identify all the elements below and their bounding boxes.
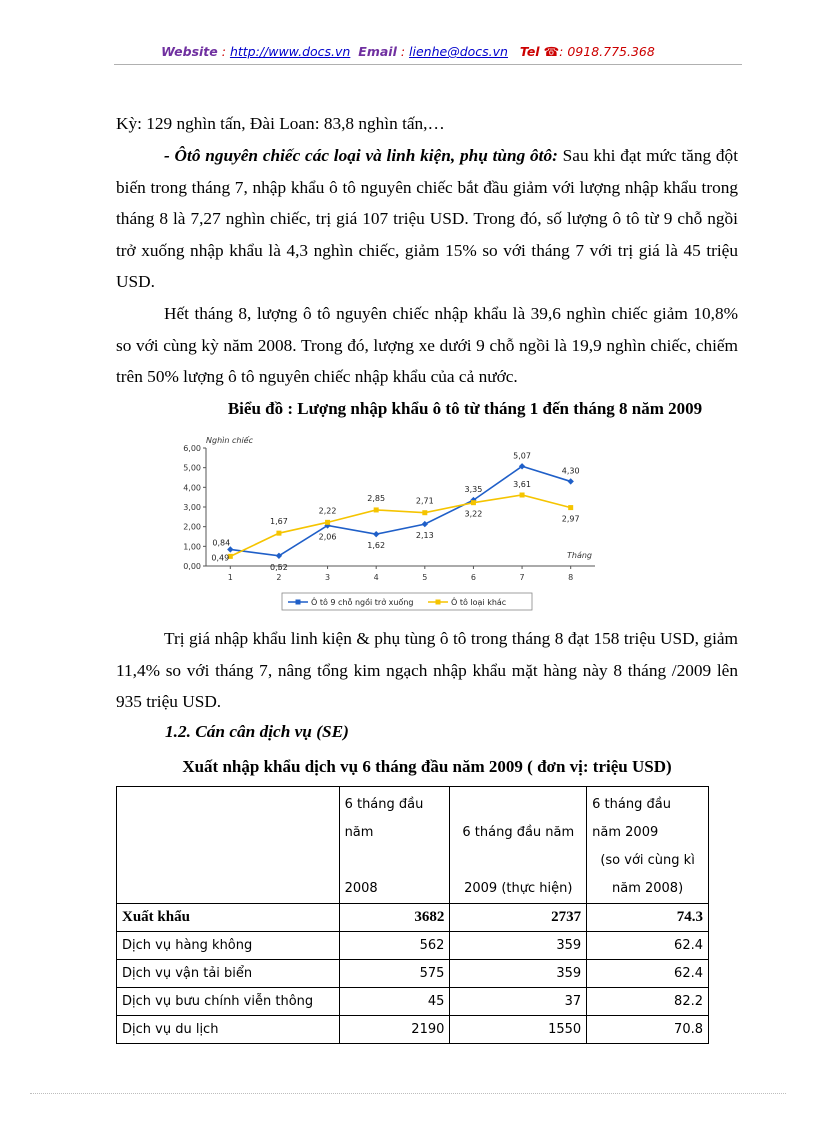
paragraph-4	[116, 623, 738, 718]
row-label: Dịch vụ bưu chính viễn thông	[117, 988, 340, 1016]
series-1-data-label: 5,07	[513, 451, 531, 461]
value-2008: 562	[339, 932, 450, 960]
table-row	[117, 932, 709, 960]
series-2-data-label: 3,61	[513, 480, 531, 490]
series-1-data-label: 4,30	[561, 466, 580, 476]
value-percent: 62.4	[587, 960, 709, 988]
tel-label: Tel	[519, 44, 540, 59]
import-line-chart	[170, 434, 620, 614]
series-2-point	[276, 531, 281, 536]
website-link[interactable]: http://www.docs.vn	[229, 44, 351, 59]
y-axis-label: Nghìn chiếc	[206, 436, 253, 445]
value-2008: 2190	[339, 1016, 450, 1044]
series-2-point	[422, 510, 427, 515]
header-cell-2009: 6 tháng đầu năm 2009 (thực hiện)	[450, 787, 587, 904]
y-tick-label: 1,00	[183, 542, 201, 552]
footer-divider	[30, 1093, 786, 1094]
paragraph-4-text: Trị giá nhập khẩu linh kiện & phụ tùng ô tô trong tháng 8 đạt 158 triệu USD, giảm 11,4% so với tháng 7, nâng tổng kim ngạch nhập khẩu mặt hàng này 8 tháng /2009 lên 935 triệu USD.	[116, 629, 738, 711]
legend-label-series-1: Ô tô 9 chỗ ngồi trở xuống	[311, 598, 414, 607]
section-title: 1.2. Cán cân dịch vụ (SE)	[165, 722, 349, 741]
value-2008: 3682	[339, 904, 450, 932]
value-2009: 1550	[450, 1016, 587, 1044]
series-2-data-label: 1,67	[270, 517, 288, 527]
header-cell-percent: 6 tháng đầu năm 2009 (so với cùng kì năm 2008)	[587, 787, 709, 904]
series-2-point	[568, 505, 573, 510]
row-label: Xuất khẩu	[117, 904, 340, 932]
website-label: Website	[161, 44, 218, 59]
value-percent: 74.3	[587, 904, 709, 932]
phone-number: 0918.775.368	[567, 44, 655, 59]
series-1-data-label: 0,52	[270, 562, 288, 572]
chart-heading: Biểu đồ : Lượng nhập khẩu ô tô từ tháng 1 đến tháng 8 năm 2009	[227, 399, 703, 418]
value-2009: 359	[450, 960, 587, 988]
paragraph-2-body: Sau khi đạt mức tăng đột biến trong tháng 7, nhập khẩu ô tô nguyên chiếc bắt đầu giảm với lượng nhập khẩu trong tháng 8 là 7,27 nghìn chiếc, trị giá 107 triệu USD. Trong đó, số lượng ô tô từ 9 chỗ ngồi trở xuống nhập khẩu là 4,3 nghìn chiếc, giảm 15% so với tháng 7 với trị giá là 45 triệu USD.	[116, 146, 738, 291]
table-title: Xuất nhập khẩu dịch vụ 6 tháng đầu năm 2009 ( đơn vị: triệu USD)	[182, 757, 672, 776]
legend-label-series-2: Ô tô loại khác	[451, 598, 507, 607]
paragraph-2	[116, 140, 738, 298]
y-tick-label: 4,00	[183, 483, 201, 493]
x-tick-label: 4	[373, 573, 379, 582]
services-table	[116, 786, 709, 1044]
series-2-point	[325, 520, 330, 525]
series-2-point	[374, 507, 379, 512]
value-2009: 37	[450, 988, 587, 1016]
paragraph-2-lead: - Ôtô nguyên chiếc các loại và linh kiện, phụ tùng ôtô:	[164, 146, 558, 165]
x-tick-label: 5	[422, 573, 428, 582]
legend-marker-series-1	[296, 600, 301, 605]
value-2008: 575	[339, 960, 450, 988]
series-1-data-label: 3,35	[464, 485, 483, 495]
row-label: Dịch vụ du lịch	[117, 1016, 340, 1044]
series-2-data-label: 0,49	[211, 553, 230, 563]
y-tick-label: 5,00	[183, 463, 201, 473]
series-1-point	[567, 478, 573, 484]
legend-marker-series-2	[436, 600, 441, 605]
x-axis-label: Tháng	[567, 551, 593, 560]
page-header: Website : http://www.docs.vn Email : lienhe@docs.vn Tel ☎: 0918.775.368	[161, 44, 655, 59]
series-1-data-label: 2,13	[415, 531, 434, 541]
y-tick-label: 0,00	[183, 562, 201, 571]
paragraph-3	[116, 298, 738, 393]
series-1-point	[373, 531, 379, 537]
x-tick-label: 8	[568, 573, 574, 582]
value-2009: 2737	[450, 904, 587, 932]
row-label: Dịch vụ hàng không	[117, 932, 340, 960]
y-tick-label: 3,00	[183, 503, 201, 512]
y-tick-label: 6,00	[183, 444, 201, 453]
series-2-data-label: 3,22	[464, 509, 483, 519]
header-cell-2008: 6 tháng đầu năm 2008	[339, 787, 450, 904]
series-1-point	[422, 521, 428, 527]
paragraph-3-text: Hết tháng 8, lượng ô tô nguyên chiếc nhập khẩu là 39,6 nghìn chiếc giảm 10,8% so với cùng kỳ năm 2008. Trong đó, lượng xe dưới 9 chỗ ngồi là 19,9 nghìn chiếc, chiếm trên 50% lượng ô tô nguyên chiếc nhập khẩu của cả nước.	[116, 304, 738, 386]
series-1-data-label: 0,84	[212, 538, 231, 548]
value-percent: 62.4	[587, 932, 709, 960]
header-divider	[114, 64, 742, 65]
x-tick-label: 3	[325, 573, 331, 582]
y-tick-label: 2,00	[183, 522, 201, 532]
series-2-point	[520, 493, 525, 498]
paragraph-1: Kỳ: 129 nghìn tấn, Đài Loan: 83,8 nghìn tấn,…	[116, 114, 445, 133]
series-2-data-label: 2,71	[415, 496, 434, 506]
email-label: Email	[358, 44, 397, 59]
series-2-data-label: 2,97	[561, 514, 580, 524]
value-percent: 82.2	[587, 988, 709, 1016]
series-1-data-label: 1,62	[367, 541, 386, 551]
series-2-data-label: 2,22	[318, 506, 337, 516]
x-tick-label: 7	[519, 573, 525, 582]
series-2-point	[471, 500, 476, 505]
table-header-row	[117, 787, 709, 904]
x-tick-label: 6	[470, 573, 476, 582]
value-2009: 359	[450, 932, 587, 960]
table-row	[117, 1016, 709, 1044]
phone-icon: ☎	[543, 44, 560, 59]
series-2-data-label: 2,85	[367, 493, 386, 503]
x-tick-label: 2	[276, 573, 282, 582]
x-tick-label: 1	[227, 573, 233, 582]
value-percent: 70.8	[587, 1016, 709, 1044]
email-link[interactable]: lienhe@docs.vn	[409, 44, 508, 59]
series-1-data-label: 2,06	[318, 532, 337, 542]
table-row	[117, 960, 709, 988]
table-row	[117, 988, 709, 1016]
row-label: Dịch vụ vận tải biển	[117, 960, 340, 988]
table-row	[117, 904, 709, 932]
header-cell-empty	[117, 787, 340, 904]
value-2008: 45	[339, 988, 450, 1016]
